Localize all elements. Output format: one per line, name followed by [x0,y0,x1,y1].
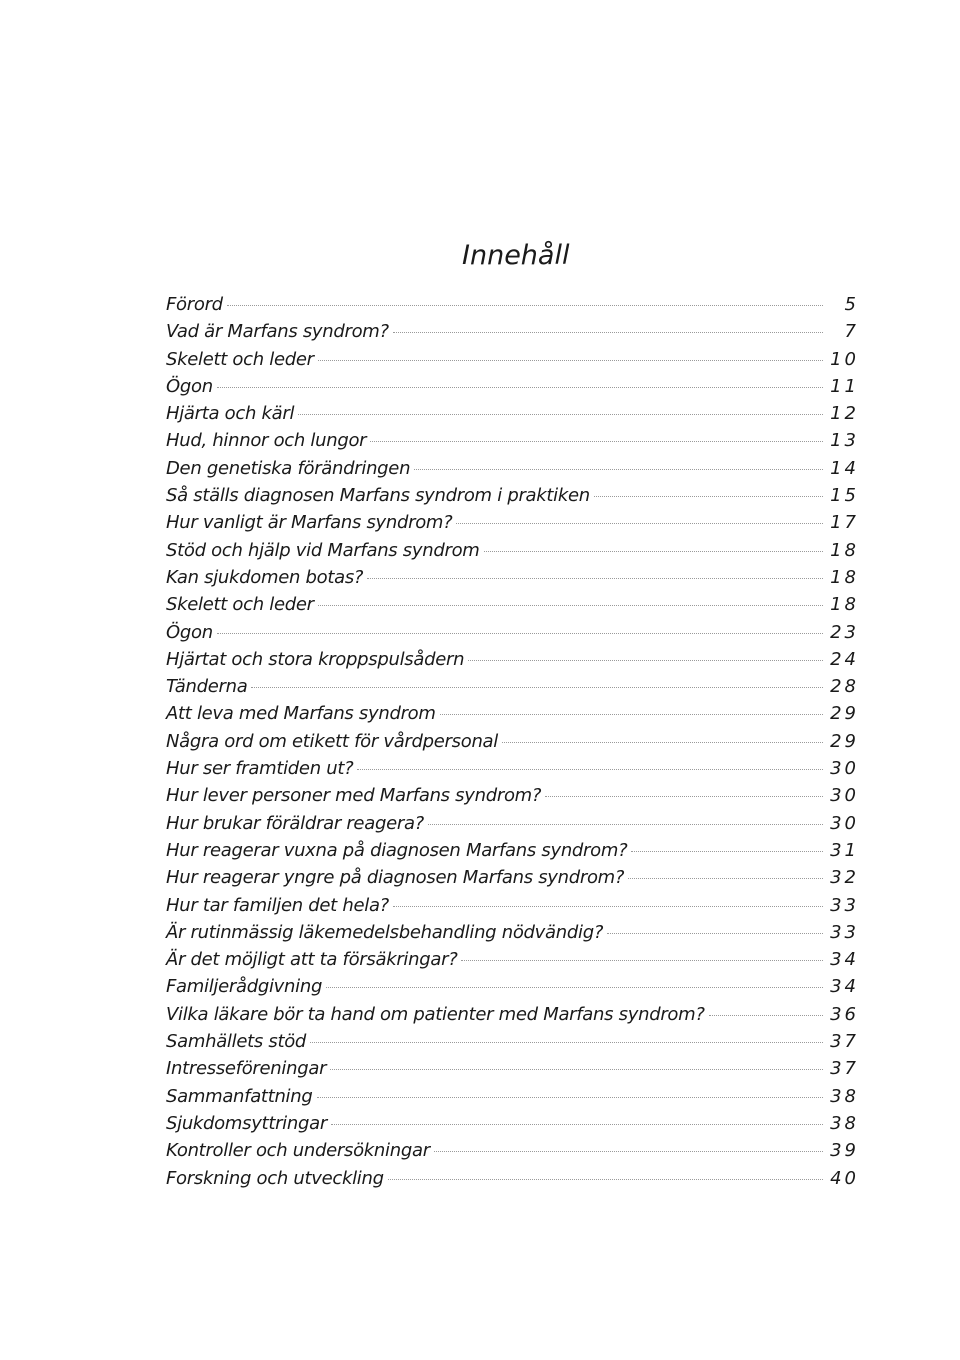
toc-entry-title: Stöd och hjälp vid Marfans syndrom [166,539,480,561]
dot-leader [393,906,823,907]
toc-entry-title: Skelett och leder [166,348,314,370]
dot-leader [434,1151,823,1152]
toc-entry-page-number: 38 [830,1085,859,1107]
toc-entry [166,619,859,646]
toc-entry [166,864,859,891]
toc-entry-title: Ögon [166,375,213,397]
dot-leader [594,496,823,497]
dot-leader [318,605,823,606]
dot-leader [217,387,823,388]
toc-entry-page-number: 18 [830,594,859,616]
toc-entry-title: Hur reagerar yngre på diagnosen Marfans syndrom? [166,867,625,889]
toc-entry-title: Skelett och leder [166,594,314,616]
toc-entry [166,919,859,946]
toc-entry [166,482,859,509]
toc-entry-title: Hur lever personer med Marfans syndrom? [166,785,542,807]
toc-entry-title: Kan sjukdomen botas? [166,566,364,588]
toc-entry-page-number: 7 [844,321,859,343]
toc-entry-title: Samhällets stöd [166,1031,307,1053]
toc-entry-page-number: 32 [830,867,859,889]
dot-leader [317,1097,824,1098]
toc-entry-page-number: 29 [830,730,859,752]
toc-entry-page-number: 18 [830,566,859,588]
toc-entry [166,810,859,837]
toc-entry [166,646,859,673]
page-title: Innehåll [462,240,570,271]
toc-entry-title: Hur ser framtiden ut? [166,758,354,780]
toc-entry-title: Några ord om etikett för vårdpersonal [166,730,498,752]
toc-entry-title: Tänderna [166,676,248,698]
dot-leader [484,551,823,552]
toc-entry-page-number: 13 [830,430,859,452]
toc-entry [166,346,859,373]
toc-entry-title: Hjärtat och stora kroppspulsådern [166,648,465,670]
dot-leader [217,633,823,634]
toc-entry [166,973,859,1000]
toc-entry-page-number: 15 [830,485,859,507]
toc-entry-title: Förord [166,294,223,315]
toc-entry [166,591,859,618]
toc-entry [166,673,859,700]
dot-leader [607,933,823,934]
dot-leader [357,769,823,770]
toc-entry-page-number: 33 [830,921,859,943]
toc-entry-page-number: 33 [830,894,859,916]
toc-entry-page-number: 34 [830,976,859,998]
toc-entry-title: Hjärta och kärl [166,403,295,425]
dot-leader [388,1179,823,1180]
dot-leader [440,714,823,715]
toc-entry-title: Vad är Marfans syndrom? [166,321,389,343]
toc-entry [166,564,859,591]
toc-entry [166,1083,859,1110]
toc-entry-title: Att leva med Marfans syndrom [166,703,436,725]
toc-entry-page-number: 30 [830,785,859,807]
dot-leader [367,578,823,579]
toc-entry [166,400,859,427]
dot-leader [468,660,823,661]
dot-leader [393,332,823,333]
toc-entry-title: Hur reagerar vuxna på diagnosen Marfans syndrom? [166,839,628,861]
toc-entry-page-number: 30 [830,812,859,834]
toc-entry [166,892,859,919]
toc-entry-page-number: 24 [830,648,859,670]
toc-entry-title: Forskning och utveckling [166,1167,384,1189]
toc-entry-page-number: 39 [830,1140,859,1162]
toc-entry-title: Familjerådgivning [166,976,323,998]
toc-entry [166,700,859,727]
dot-leader [310,1042,823,1043]
toc-entry-page-number: 30 [830,758,859,780]
toc-entry-page-number: 29 [830,703,859,725]
toc-entry [166,291,859,318]
toc-entry-title: Kontroller och undersökningar [166,1140,430,1162]
toc-entry-page-number: 28 [830,676,859,698]
dot-leader [456,523,823,524]
toc-entry-page-number: 37 [830,1058,859,1080]
toc-entry-page-number: 36 [830,1003,859,1025]
toc-entry-title: Vilka läkare bör ta hand om patienter med Marfans syndrom? [166,1003,705,1025]
toc-entry [166,1165,859,1192]
dot-leader [227,305,823,306]
toc-entry [166,1028,859,1055]
toc-entry-title: Så ställs diagnosen Marfans syndrom i praktiken [166,485,590,507]
toc-entry-page-number: 14 [830,457,859,479]
toc-entry [166,318,859,345]
dot-leader [330,1069,823,1070]
toc-entry-page-number: 34 [830,949,859,971]
toc-entry-page-number: 18 [830,539,859,561]
toc-entry [166,373,859,400]
toc-entry-title: Hur brukar föräldrar reagera? [166,812,424,834]
toc-entry-title: Hur vanligt är Marfans syndrom? [166,512,453,534]
dot-leader [631,851,823,852]
toc-entry [166,946,859,973]
toc-entry-page-number: 31 [830,839,859,861]
toc-entry [166,837,859,864]
dot-leader [628,878,823,879]
toc-entry-page-number: 12 [830,403,859,425]
toc-entry [166,509,859,536]
dot-leader [502,742,823,743]
toc-entry-title: Är rutinmässig läkemedelsbehandling nödvändig? [166,921,604,943]
toc-entry [166,537,859,564]
dot-leader [251,687,823,688]
toc-entry-title: Ögon [166,621,213,643]
dot-leader [370,441,823,442]
toc-entry-title: Är det möjligt att ta försäkringar? [166,949,458,971]
toc-entry [166,782,859,809]
toc-entry-page-number: 11 [830,375,859,397]
toc-entry [166,1001,859,1028]
dot-leader [545,796,823,797]
dot-leader [709,1015,823,1016]
toc-entry-title: Hur tar familjen det hela? [166,894,389,916]
toc-entry [166,1137,859,1164]
dot-leader [298,414,823,415]
toc-entry-title: Sjukdomsyttringar [166,1112,327,1134]
toc-entry [166,455,859,482]
toc-entry-page-number: 23 [830,621,859,643]
dot-leader [428,824,823,825]
toc-entry-page-number: 17 [830,512,859,534]
toc-entry [166,728,859,755]
toc-entry [166,1110,859,1137]
dot-leader [461,960,823,961]
dot-leader [331,1124,823,1125]
dot-leader [414,469,823,470]
toc-entry [166,1055,859,1082]
toc-entry [166,755,859,782]
dot-leader [326,987,823,988]
toc-entry-page-number: 38 [830,1112,859,1134]
toc-entry-title: Hud, hinnor och lungor [166,430,367,452]
toc-entry-title: Sammanfattning [166,1085,313,1107]
toc-entry-title: Intresseföreningar [166,1058,327,1080]
toc-entry-page-number: 10 [830,348,859,370]
toc-entry-page-number: 40 [830,1167,859,1189]
table-of-contents [166,291,859,1192]
toc-entry-page-number: 37 [830,1031,859,1053]
toc-entry [166,427,859,454]
toc-entry-title: Den genetiska förändringen [166,457,411,479]
toc-entry-page-number: 5 [844,294,859,315]
dot-leader [318,360,823,361]
